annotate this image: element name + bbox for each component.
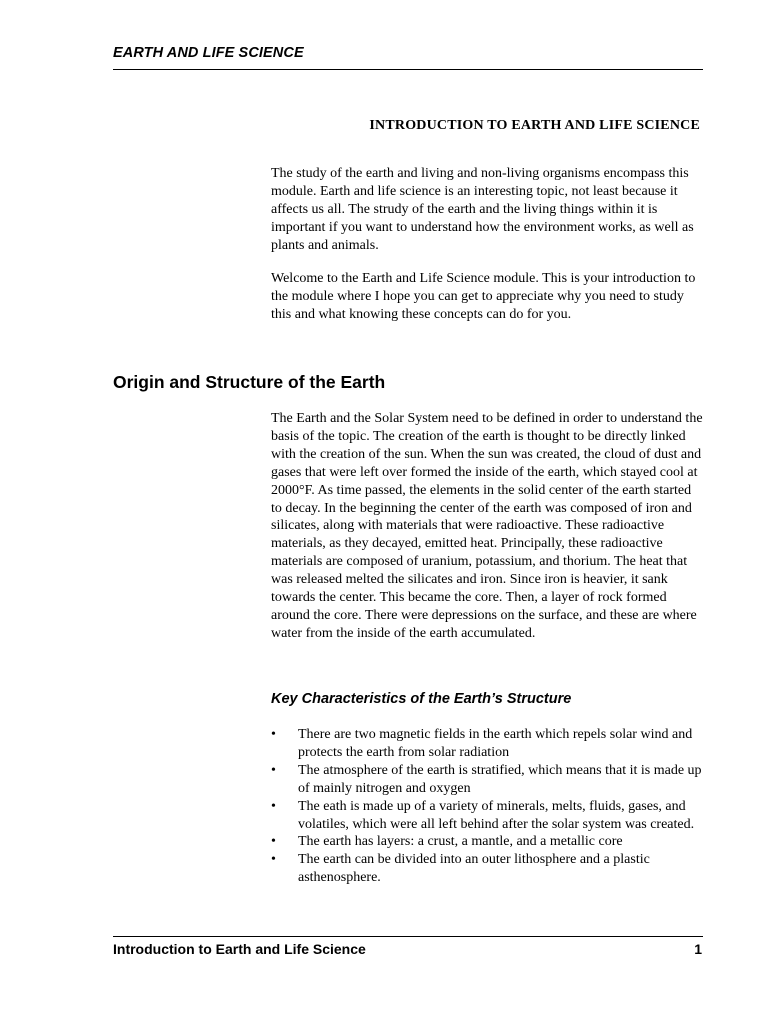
- list-item-text: There are two magnetic fields in the earth which repels solar wind and protects the earth from solar radiation: [298, 727, 693, 760]
- running-header: EARTH AND LIFE SCIENCE: [113, 45, 304, 61]
- bullet-icon: •: [271, 852, 276, 868]
- list-item-text: The atmosphere of the earth is stratified, which means that it is made up of mainly nitrogen and oxygen: [298, 762, 702, 796]
- intro-paragraph: Welcome to the Earth and Life Science module. This is your introduction to the module where I hope you can get to appreciate why you need to study this and what knowing these concepts can do for you.: [271, 271, 696, 322]
- list-item: [271, 726, 703, 762]
- intro-paragraph: The study of the earth and living and non-living organisms encompass this module. Earth and life science is an interesting topic, not least because it affects us all. The strudy of the earth and the living things within it is important if you want to understand how the environment works, as well as plants and animals.: [271, 166, 694, 253]
- list-item: [271, 798, 703, 834]
- bullet-icon: •: [271, 834, 276, 850]
- characteristics-list: [271, 726, 703, 887]
- section-paragraph: The Earth and the Solar System need to be defined in order to understand the basis of the topic. The creation of the earth is thought to be directly linked with the creation of the sun. When the sun was created, the cloud of dust and gases that were left over formed the inside of the earth, which stayed cool at 2000°F. As time passed, the elements in the solid center of the earth started to decay. In the beginning the center of the earth was composed of iron and silicates, along with materials that were radioactive. These radioactive materials, as they decayed, emitted heat. Principally, these radioactive materials are composed of uranium, potassium, and thorium. The heat that was released melted the silicates and iron. Since iron is heavier, it sank towards the center. This became the core. Then, a layer of rock formed around the core. There were depressions on the surface, and these are where water from the inside of the earth accumulated.: [271, 411, 703, 641]
- footer-title: Introduction to Earth and Life Science: [113, 941, 366, 957]
- list-item-text: The earth has layers: a crust, a mantle, and a metallic core: [298, 834, 623, 850]
- list-item-text: The earth can be divided into an outer lithosphere and a plastic asthenosphere.: [298, 852, 650, 886]
- page-number: 1: [694, 941, 702, 957]
- list-item: [271, 762, 703, 798]
- section-heading: Origin and Structure of the Earth: [113, 372, 386, 392]
- bullet-icon: •: [271, 727, 276, 742]
- header-rule: [113, 69, 703, 70]
- bullet-icon: •: [271, 762, 276, 778]
- footer-rule: [113, 936, 703, 937]
- list-item-text: The eath is made up of a variety of minerals, melts, fluids, gases, and volatiles, which were all left behind after the solar system was created.: [298, 798, 695, 832]
- intro-title: INTRODUCTION TO EARTH AND LIFE SCIENCE: [369, 118, 700, 133]
- list-item: [271, 851, 703, 887]
- bullet-icon: •: [271, 798, 276, 814]
- sub-heading: Key Characteristics of the Earth’s Structure: [271, 691, 572, 707]
- list-item: [271, 833, 703, 851]
